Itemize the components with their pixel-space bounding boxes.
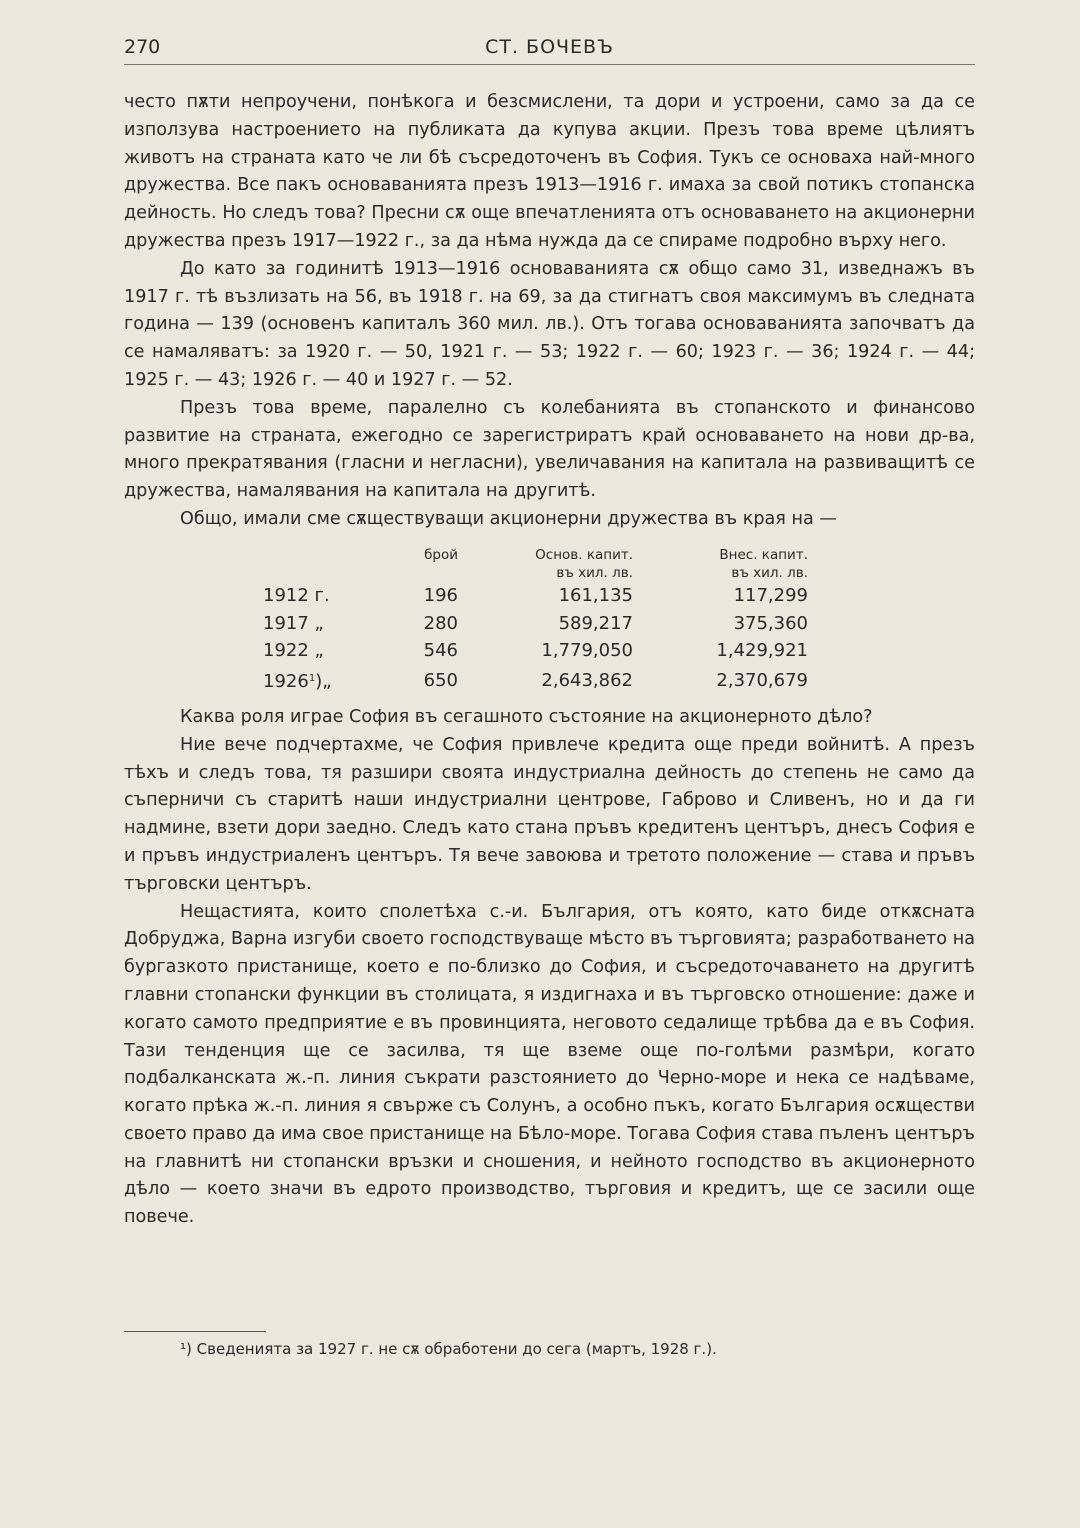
cell-count: 650 bbox=[423, 669, 458, 691]
footnote bbox=[180, 1337, 717, 1361]
cell-count: 280 bbox=[423, 612, 458, 634]
paragraph-1: често пѫти непроучени, понѣкога и безсмислени, та дори и устроени, само за да се използува настроението на публиката да купува акции. Презъ това време цѣлиятъ животъ на страната като че ли бѣ съсредоточенъ въ София. Тукъ се основаха най-много дружества. Все пакъ основаванията презъ 1913—1916 г. имаха за свой потикъ стопанска дейность. Но следъ това? Пресни сѫ още впечатленията отъ основаването на акционерни дружества презъ 1917—1922 г., за да нѣма нужда да се спираме подробно върху него. bbox=[124, 92, 975, 251]
footnote-divider bbox=[124, 1331, 266, 1332]
paragraph-4: Общо, имали сме сѫществуващи акционерни дружества въ края на — bbox=[180, 508, 837, 529]
cell-paid: 1,429,921 bbox=[716, 640, 808, 662]
table-header-row bbox=[124, 546, 808, 582]
cell-year bbox=[124, 610, 351, 638]
table-row bbox=[124, 637, 808, 665]
paragraph-3: Презъ това време, паралелно съ колебанията въ стопанското и финансово развитие на страната, ежегодно се зарегистриратъ край основаването на нови др-ва, много прекратявания (гласни и негласни), увеличавания на капитала на развиващитѣ се дружества, намалявания на капитала на другитѣ. bbox=[124, 397, 975, 502]
running-title: СТ. БОЧЕВЪ bbox=[485, 36, 614, 58]
table-row bbox=[124, 665, 808, 696]
cell-count: 546 bbox=[423, 640, 458, 662]
paragraph-2: До като за годинитѣ 1913—1916 основаванията сѫ общо само 31, изведнажъ въ 1917 г. тѣ възлизать на 56, въ 1918 г. на 69, за да стигнатъ своя максимумъ въ следната година — 139 (основенъ капиталъ 360 мил. лв.). Отъ тогава основаванията започватъ да се намаляватъ: за 1920 г. — 50, 1921 г. — 53; 1922 г. — 60; 1923 г. — 36; 1924 г. — 44; 1925 г. — 43; 1926 г. — 40 и 1927 г. — 52. bbox=[124, 258, 975, 390]
footnote-ref: 1 bbox=[308, 673, 316, 685]
header-year bbox=[124, 546, 351, 582]
header-count bbox=[351, 546, 458, 582]
cell-capital: 1,779,050 bbox=[541, 640, 633, 662]
cell-year bbox=[124, 665, 351, 696]
cell-capital: 2,643,862 bbox=[541, 669, 633, 691]
year-value: 1917 bbox=[263, 612, 309, 634]
cell-capital: 589,217 bbox=[558, 612, 633, 634]
year-value: 1926 bbox=[263, 671, 309, 693]
year-mark: )„ bbox=[315, 671, 332, 693]
paragraph-7: Нещастията, които сполетѣха с.-и. България, отъ която, като биде откѫсната Добруджа, Варна изгуби своето господствуваще мѣсто въ търговията; разработването на бургазкото пристанище, което е по-близко до София, и съсредоточаването на другитѣ главни стопански функции въ столицата, я издигнаха и въ търговско отношение: даже и когато самото предприятие е въ провинцията, неговото седалище трѣбва да е въ София. Тази тенденция ще се засилва, тя ще вземе още по-голѣми размѣри, когато подбалканската ж.-п. линия съкрати разстоянието до Черно-море и нека се надѣваме, когато прѣка ж.-п. линия я свърже съ Солунъ, а особно пъкъ, когато България осѫществи своето право да има свое пристанище на Бѣло-море. Тогава София става пъленъ центъръ на главнитѣ ни стопански връзки и сношения, и нейното господство въ акционерното дѣло — което значи въ едрото производство, търговия и кредитъ, ще се засили още повече. bbox=[124, 901, 975, 1228]
header-paid-line-2: въ хил. лв. bbox=[731, 564, 808, 581]
year-mark: г. bbox=[314, 584, 330, 606]
cell-year bbox=[124, 582, 351, 610]
header-capital bbox=[458, 546, 633, 582]
cell-paid: 375,360 bbox=[733, 612, 808, 634]
header-paid-line-1: Внес. капит. bbox=[719, 546, 808, 563]
cell-capital: 161,135 bbox=[558, 584, 633, 606]
header-capital-line-2: въ хил. лв. bbox=[556, 564, 633, 581]
header-count-label: брой bbox=[424, 546, 458, 563]
paragraph-6: Ние вече подчертахме, че София привлече кредита още преди войнитѣ. А презъ тѣхъ и следъ това, тя разшири своята индустриална дейность до степень не само да съперничи съ старитѣ наши индустриални центрове, Габрово и Сливенъ, но и да ги надмине, взети дори заедно. Следъ като стана пръвъ кредитенъ центъръ, днесъ София е и пръвъ индустриаленъ центъръ. Тя вече завоюва и третото положение — става и пръвъ търговски центъръ. bbox=[124, 734, 975, 894]
cell-paid: 2,370,679 bbox=[716, 669, 808, 691]
table-row bbox=[124, 582, 808, 610]
page-header bbox=[124, 34, 975, 65]
page-number: 270 bbox=[124, 36, 161, 58]
table-row bbox=[124, 610, 808, 638]
companies-table bbox=[124, 546, 808, 696]
body-text bbox=[124, 89, 975, 1232]
year-mark: „ bbox=[314, 612, 324, 634]
year-value: 1912 bbox=[263, 584, 309, 606]
year-mark: „ bbox=[314, 640, 324, 662]
paragraph-5: Каква роля играе София въ сегашното състояние на акционерното дѣло? bbox=[180, 706, 873, 727]
header-capital-line-1: Основ. капит. bbox=[535, 546, 633, 563]
header-paid bbox=[633, 546, 808, 582]
cell-paid: 117,299 bbox=[733, 584, 808, 606]
year-value: 1922 bbox=[263, 640, 309, 662]
cell-year bbox=[124, 637, 351, 665]
footnote-text: Сведенията за 1927 г. не сѫ обработени до сега (мартъ, 1928 г.). bbox=[196, 1340, 717, 1358]
footnote-marker: ¹) bbox=[180, 1340, 192, 1358]
cell-count: 196 bbox=[423, 584, 458, 606]
